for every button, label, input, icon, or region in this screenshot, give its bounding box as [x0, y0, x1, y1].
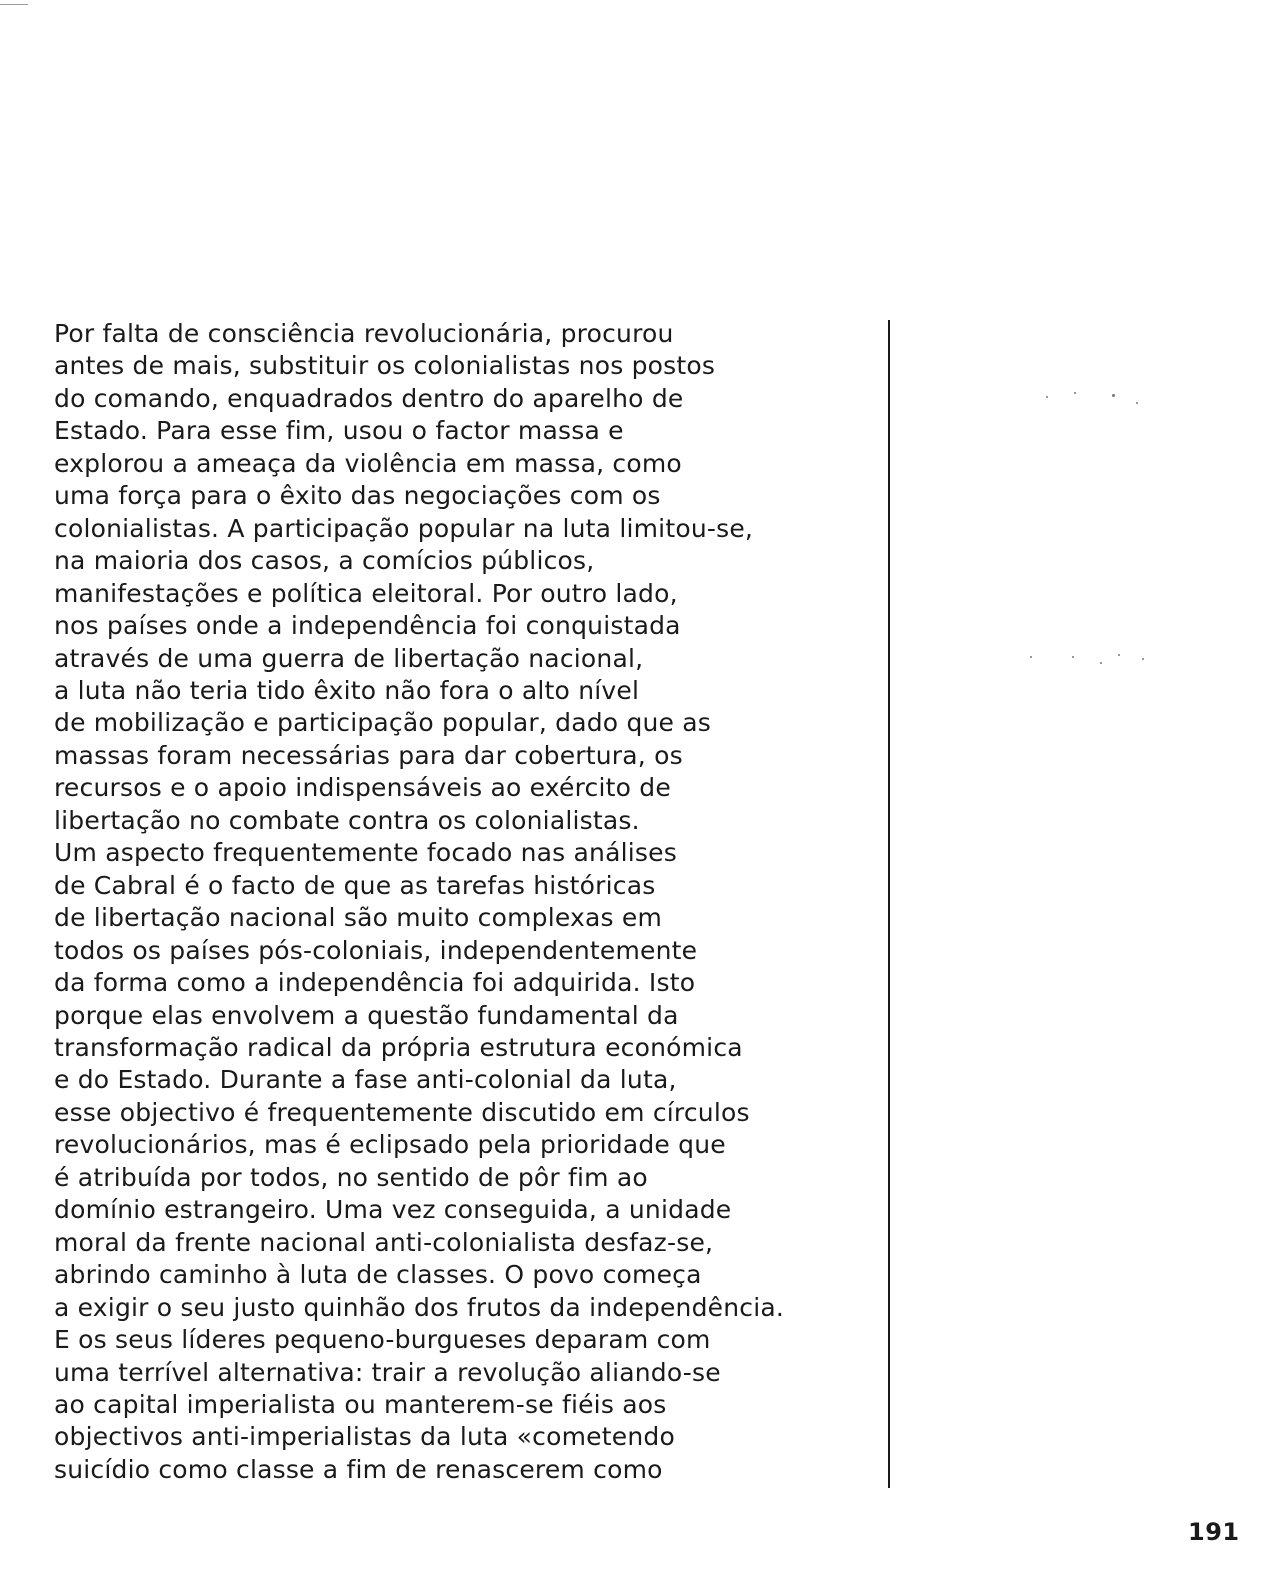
- text-line: objectivos anti-imperialistas da luta «cometendo: [54, 1422, 675, 1452]
- text-line: uma força para o êxito das negociações com os: [54, 481, 661, 511]
- scan-speck: [1072, 656, 1074, 658]
- text-line: domínio estrangeiro. Uma vez conseguida, a unidade: [54, 1195, 732, 1225]
- text-line: abrindo caminho à luta de classes. O povo começa: [54, 1260, 702, 1290]
- text-line: recursos e o apoio indispensáveis ao exército de: [54, 773, 671, 803]
- text-line: Estado. Para esse fim, usou o factor massa e: [54, 416, 624, 446]
- scan-speck: [1112, 394, 1115, 397]
- text-line: nos países onde a independência foi conquistada: [54, 611, 681, 641]
- margin-vertical-rule: [888, 320, 890, 1488]
- text-line: todos os países pós-coloniais, independentemente: [54, 935, 698, 965]
- scan-speck: [1030, 656, 1032, 658]
- text-line: uma terrível alternativa: trair a revolução aliando-se: [54, 1357, 721, 1387]
- text-line: revolucionários, mas é eclipsado pela prioridade que: [54, 1130, 726, 1160]
- body-text: [54, 318, 884, 1486]
- text-line: libertação no combate contra os colonialistas.: [54, 805, 640, 835]
- scan-corner-mark: [0, 4, 28, 5]
- text-line: a luta não teria tido êxito não fora o alto nível: [54, 675, 640, 705]
- text-line: a exigir o seu justo quinhão dos frutos da independência.: [54, 1292, 785, 1322]
- scan-speck: [1074, 392, 1076, 394]
- text-line: de Cabral é o facto de que as tarefas históricas: [54, 870, 656, 900]
- text-line: de libertação nacional são muito complexas em: [54, 903, 662, 933]
- page-number: 191: [1188, 1518, 1240, 1546]
- text-line: manifestações e política eleitoral. Por outro lado,: [54, 578, 678, 608]
- text-line: transformação radical da própria estrutura económica: [54, 1032, 743, 1062]
- scan-speck: [1142, 658, 1144, 660]
- text-line: antes de mais, substituir os colonialistas nos postos: [54, 351, 716, 381]
- text-line: da forma como a independência foi adquirida. Isto: [54, 968, 696, 998]
- text-line: moral da frente nacional anti-colonialista desfaz-se,: [54, 1227, 714, 1257]
- text-line: Por falta de consciência revolucionária, procurou: [54, 319, 674, 348]
- text-line: e do Estado. Durante a fase anti-colonial da luta,: [54, 1065, 677, 1095]
- scan-speck: [1136, 402, 1138, 404]
- text-line: porque elas envolvem a questão fundamental da: [54, 1000, 679, 1030]
- text-line: ao capital imperialista ou manterem-se fiéis aos: [54, 1389, 667, 1419]
- text-line: de mobilização e participação popular, dado que as: [54, 708, 712, 738]
- scan-speck: [1118, 654, 1120, 656]
- text-line: através de uma guerra de libertação nacional,: [54, 643, 644, 673]
- text-line: do comando, enquadrados dentro do aparelho de: [54, 383, 684, 413]
- text-line: explorou a ameaça da violência em massa, como: [54, 448, 682, 478]
- text-line: na maioria dos casos, a comícios públicos,: [54, 546, 595, 576]
- text-line: é atribuída por todos, no sentido de pôr fim ao: [54, 1162, 648, 1192]
- scan-speck: [1100, 662, 1102, 664]
- text-line: suicídio como classe a fim de renascerem como: [54, 1454, 663, 1484]
- text-line: Um aspecto frequentemente focado nas análises: [54, 838, 677, 868]
- text-line: massas foram necessárias para dar cobertura, os: [54, 740, 683, 770]
- text-line: colonialistas. A participação popular na luta limitou-se,: [54, 513, 754, 543]
- text-line: E os seus líderes pequeno-burgueses deparam com: [54, 1325, 711, 1355]
- text-line: esse objectivo é frequentemente discutido em círculos: [54, 1097, 750, 1127]
- scan-speck: [1046, 396, 1048, 398]
